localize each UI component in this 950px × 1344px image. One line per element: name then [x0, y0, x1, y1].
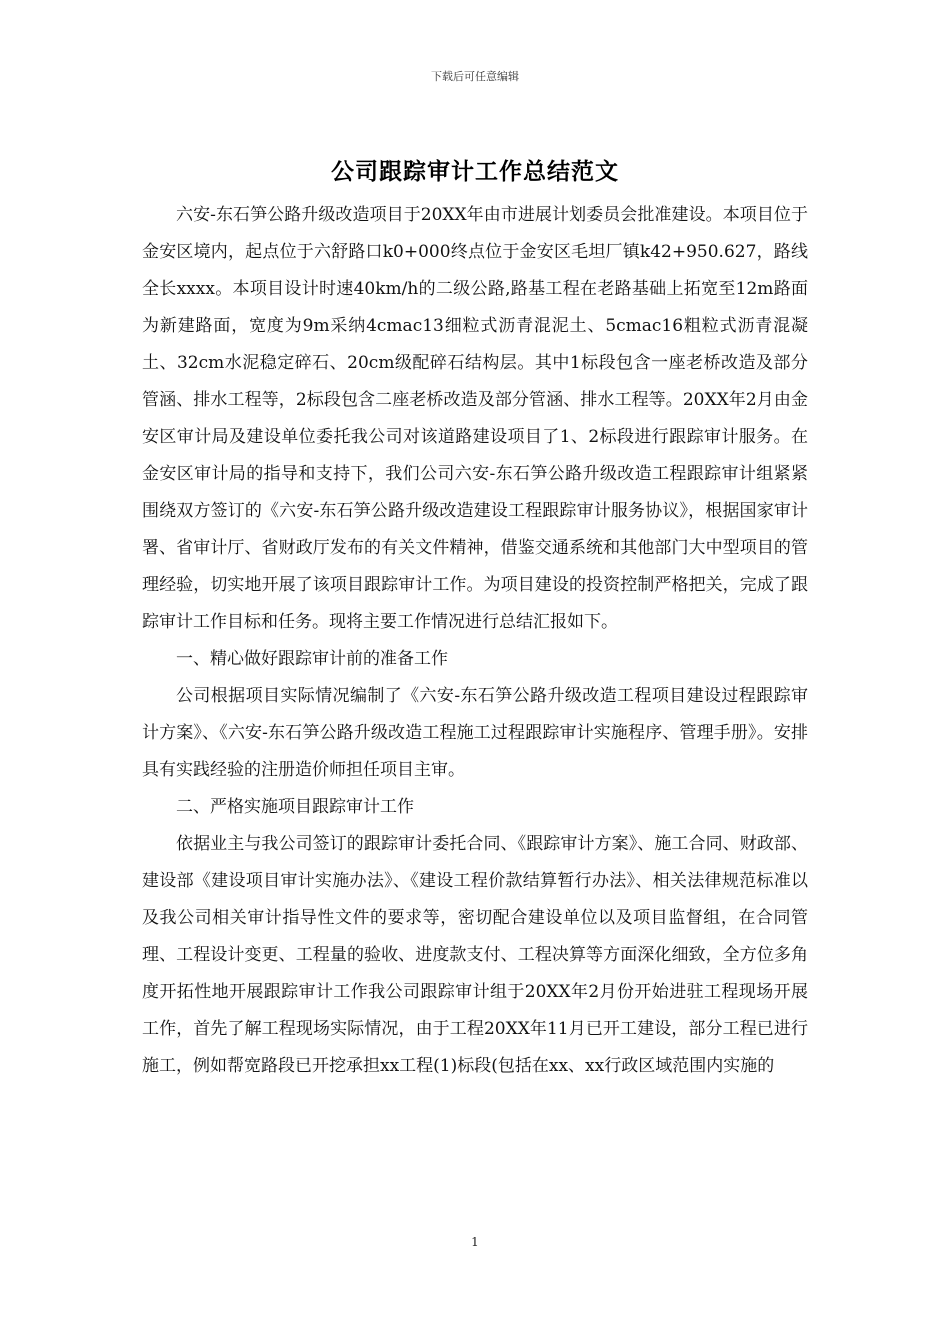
section-heading-implementation: 二、严格实施项目跟踪审计工作	[176, 797, 414, 817]
header-note: 下载后可任意编辑	[431, 70, 519, 83]
intro-paragraph: 六安-东石笋公路升级改造项目于20XX年由市进展计划委员会批准建设。本项目位于金安区境内，起点位于六舒路口k0+000终点位于金安区毛坦厂镇k42+950.627，路线全长xxxx。本项目设计时速40km/h的二级公路,路基工程在老路基础上拓宽至12m路面为新建路面，宽度为9m采纳4cmac13细粒式沥青混泥土、5cmac16粗粒式沥青混凝土、32cm水泥稳定碎石、20cm级配碎石结构层。其中1标段包含一座老桥改造及部分管涵、排水工程等，2标段包含二座老桥改造及部分管涵、排水工程等。20XX年2月由金安区审计局及建设单位委托我公司对该道路建设项目了1、2标段进行跟踪审计服务。在金安区审计局的指导和支持下，我们公司六安-东石笋公路升级改造工程跟踪审计组紧紧围绕双方签订的《六安-东石笋公路升级改造建设工程跟踪审计服务协议》，根据国家审计署、省审计厅、省财政厅发布的有关文件精神，借鉴交通系统和其他部门大中型项目的管理经验，切实地开展了该项目跟踪审计工作。为项目建设的投资控制严格把关，完成了跟踪审计工作目标和任务。现将主要工作情况进行总结汇报如下。	[142, 205, 808, 632]
document-body	[142, 197, 808, 1085]
preparation-paragraph: 公司根据项目实际情况编制了《六安-东石笋公路升级改造工程项目建设过程跟踪审计方案》、《六安-东石笋公路升级改造工程施工过程跟踪审计实施程序、管理手册》。安排具有实践经验的注册造价师担任项目主审。	[142, 686, 808, 780]
section-heading-preparation: 一、精心做好跟踪审计前的准备工作	[176, 649, 448, 669]
document-title: 公司跟踪审计工作总结范文	[331, 159, 619, 185]
implementation-paragraph: 依据业主与我公司签订的跟踪审计委托合同、《跟踪审计方案》、施工合同、财政部、建设部《建设项目审计实施办法》、《建设工程价款结算暂行办法》、相关法律规范标准以及我公司相关审计指导性文件的要求等，密切配合建设单位以及项目监督组，在合同管理、工程设计变更、工程量的验收、进度款支付、工程决算等方面深化细致，全方位多角度开拓性地开展跟踪审计工作我公司跟踪审计组于20XX年2月份开始进驻工程现场开展工作，首先了解工程现场实际情况，由于工程20XX年11月已开工建设，部分工程已进行施工，例如帮宽路段已开挖承担xx工程(1)标段(包括在xx、xx行政区域范围内实施的	[142, 834, 808, 1076]
page-number: 1	[471, 1235, 479, 1249]
